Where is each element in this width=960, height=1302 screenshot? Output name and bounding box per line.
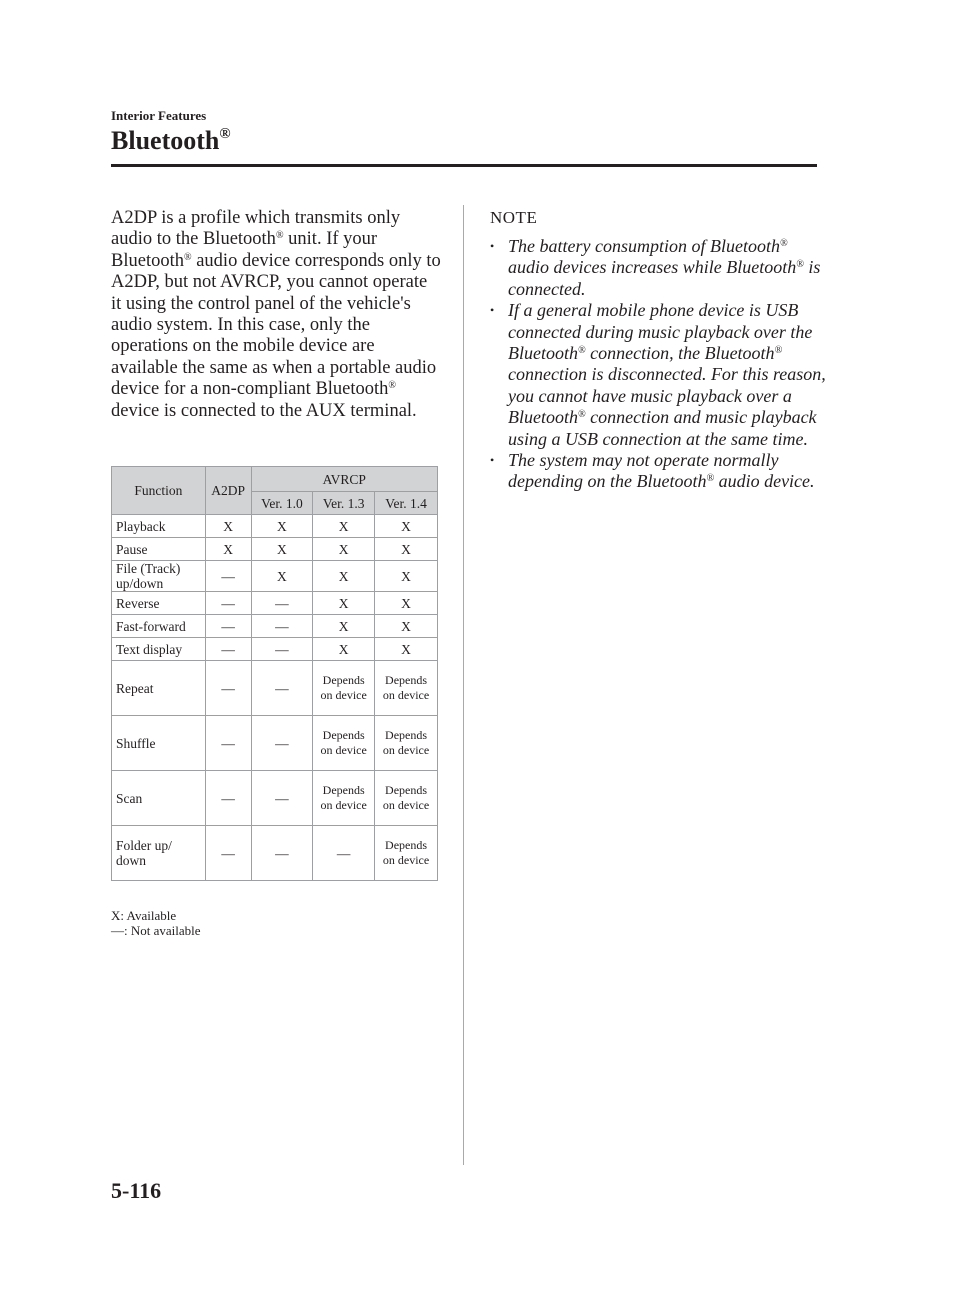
cell-ver-1-0: — [251,592,313,615]
note-text: The battery consumption of Bluetooth [508,236,780,256]
note-text: connection, the Bluetooth [585,343,775,364]
cell-function: Reverse [112,592,206,615]
cell-function: Playback [112,515,206,538]
cell-ver-1-4: X [375,592,438,615]
note-text: audio devices increases while Bluetooth [508,257,797,278]
cell-ver-1-0: — [251,638,313,661]
table-row [112,638,438,661]
note-item [490,236,830,300]
registered-mark: ® [706,473,715,485]
cell-ver-1-4: Depends on device [375,661,438,716]
registered-mark: ® [219,126,231,142]
cell-function: Scan [112,771,206,826]
cell-ver-1-4: Depends on device [375,826,438,881]
cell-ver-1-3: Depends on device [313,716,375,771]
table-row [112,716,438,771]
cell-ver-1-3: X [313,538,375,561]
cell-function: Repeat [112,661,206,716]
intro-text-2: unit. If your Bluetooth [111,229,378,271]
intro-text-4: device is connected to the AUX terminal. [111,400,417,421]
table-row [112,615,438,638]
table-row [112,826,438,881]
feature-table [111,466,438,881]
cell-ver-1-4: Depends on device [375,771,438,826]
cell-ver-1-3: X [313,592,375,615]
registered-mark: ® [275,230,284,242]
cell-ver-1-4: X [375,615,438,638]
header-ver-1-3: Ver. 1.3 [313,492,375,515]
cell-a2dp: — [205,592,251,615]
cell-ver-1-3: X [313,638,375,661]
cell-a2dp: — [205,638,251,661]
registered-mark: ® [183,251,192,263]
table-row [112,561,438,592]
cell-ver-1-0: — [251,661,313,716]
bullet-icon: • [490,303,495,318]
cell-a2dp: — [205,615,251,638]
cell-function: Pause [112,538,206,561]
legend-available: X: Available [111,908,177,923]
cell-ver-1-3: Depends on device [313,771,375,826]
column-divider [463,205,464,1165]
note-text: audio device. [714,471,815,492]
cell-ver-1-3: — [313,826,375,881]
cell-function: Text display [112,638,206,661]
header-a2dp: A2DP [205,467,251,515]
cell-function: File (Track) up/down [112,561,206,592]
cell-a2dp: — [205,716,251,771]
note-text: connection and music playback using a USB connection at the same time. [508,407,817,449]
note-text: The system may not operate normally depending on the Bluetooth [508,450,779,492]
cell-ver-1-0: X [251,515,313,538]
bullet-icon: • [490,239,495,253]
note-item [490,450,830,493]
table-row [112,661,438,716]
cell-function: Shuffle [112,716,206,771]
cell-a2dp: — [205,661,251,716]
cell-ver-1-0: — [251,826,313,881]
cell-a2dp: — [205,826,251,881]
registered-mark: ® [779,238,788,249]
cell-ver-1-3: X [313,561,375,592]
cell-ver-1-3: X [313,615,375,638]
registered-mark: ® [578,345,586,357]
bullet-icon: • [490,453,495,468]
registered-mark: ® [774,345,783,357]
cell-ver-1-0: — [251,771,313,826]
cell-a2dp: X [205,538,251,561]
cell-ver-1-3: X [313,515,375,538]
cell-a2dp: — [205,561,251,592]
cell-ver-1-4: X [375,638,438,661]
table-row [112,538,438,561]
note-item [490,300,830,450]
cell-ver-1-4: X [375,538,438,561]
intro-text-3: audio device corresponds only to A2DP, but not AVRCP, you cannot operate it using the control panel of the vehicle's audio system. In this case, only the operations on the mobile device are available the same as when a portable audio device for a non-compliant Bluetooth [111,250,441,400]
header-ver-1-0: Ver. 1.0 [251,492,313,515]
registered-mark: ® [578,409,586,421]
note-title: NOTE [490,208,538,227]
note-text: If a general mobile phone device is USB connected during music playback over the Bluetooth [508,300,813,364]
cell-ver-1-0: X [251,538,313,561]
cell-ver-1-3: Depends on device [313,661,375,716]
legend-not-available: —: Not available [111,923,201,938]
cell-ver-1-0: — [251,716,313,771]
table-legend [111,908,201,938]
table-row [112,515,438,538]
intro-text-1: A2DP is a profile which transmits only audio to the Bluetooth [111,208,401,250]
note-list [490,236,830,493]
cell-ver-1-0: — [251,615,313,638]
cell-ver-1-4: X [375,515,438,538]
page-title-text: Bluetooth [111,126,220,155]
table-row [112,592,438,615]
cell-ver-1-0: X [251,561,313,592]
registered-mark: ® [388,380,397,392]
table-row [112,771,438,826]
header-function: Function [112,467,206,515]
title-rule [111,164,817,167]
cell-function: Folder up/ down [112,826,206,881]
cell-a2dp: — [205,771,251,826]
cell-ver-1-4: Depends on device [375,716,438,771]
header-avrcp: AVRCP [251,467,437,492]
page-number: 5-116 [111,1178,162,1203]
section-label: Interior Features [111,108,207,123]
header-ver-1-4: Ver. 1.4 [375,492,438,515]
note-text: is connected. [508,257,821,299]
note-text: connection is disconnected. For this reason, you cannot have music playback over a Bluetooth [508,364,826,428]
page-title [111,126,231,156]
registered-mark: ® [796,259,804,271]
cell-function: Fast-forward [112,615,206,638]
cell-ver-1-4: X [375,561,438,592]
intro-paragraph [111,208,441,422]
cell-a2dp: X [205,515,251,538]
